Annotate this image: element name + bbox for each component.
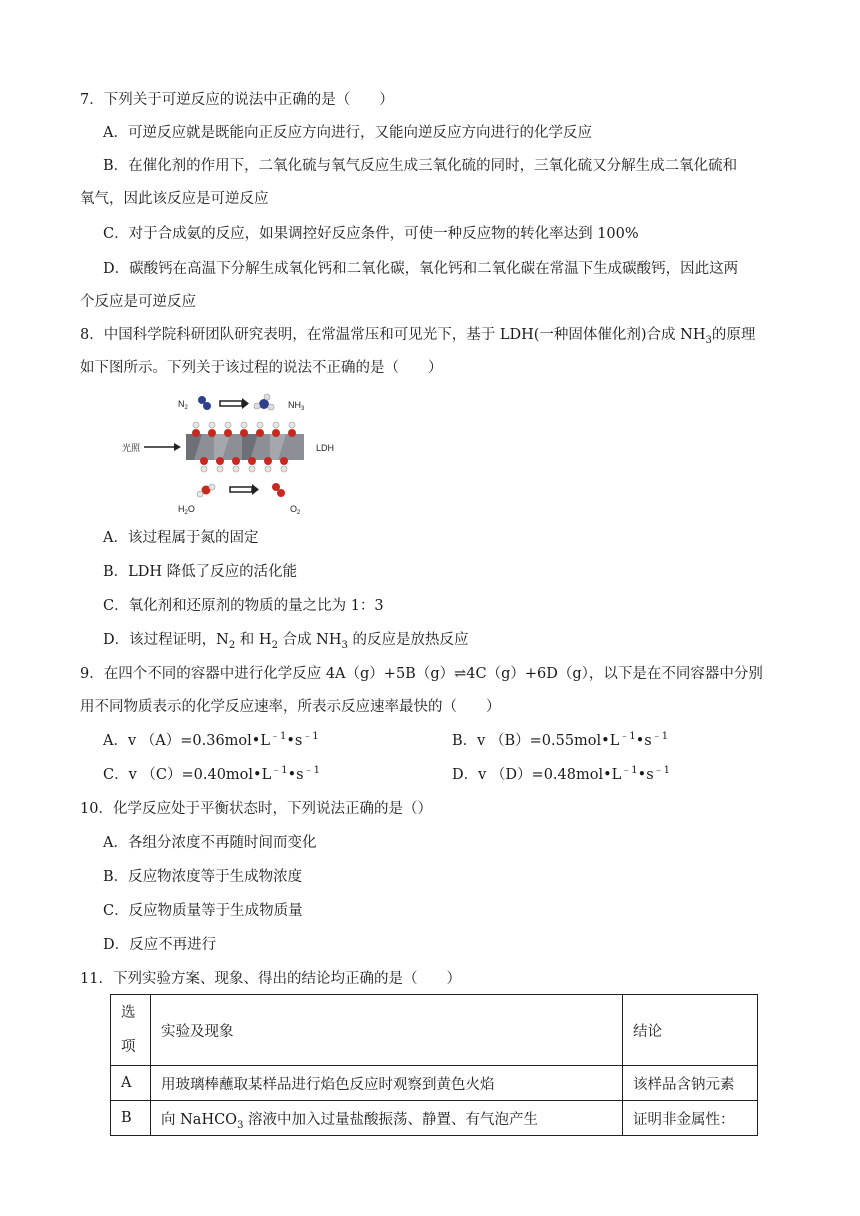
q7-option-d-line2: 个反应是可逆反应 xyxy=(80,294,196,310)
q8-stem-line1: 8．中国科学院科研团队研究表明，在常温常压和可见光下，基于 LDH(一种固体催化剂)合成 $NH_3$的原理 xyxy=(80,327,756,346)
q9-stem-line2: 用不同物质表示的化学反应速率，所表示反应速率最快的（ ） xyxy=(80,699,501,715)
light-arrow-icon xyxy=(144,443,181,451)
q7-option-b-line2: 氧气，因此该反应是可逆反应 xyxy=(80,191,269,207)
row-b-experiment: 向 NaHCO$_3$ 溶液中加入过量盐酸振荡、静置、有气泡产生 xyxy=(151,1101,623,1136)
q8-option-a: A．该过程属于氮的固定 xyxy=(103,530,259,546)
o2-molecule-icon xyxy=(272,483,285,497)
q8-option-d: D．该过程证明，$N_2$ 和 $H_2$ 合成 $NH_3$ 的反应是放热反应 xyxy=(103,632,469,651)
q10-option-a: A．各组分浓度不再随时间而变化 xyxy=(103,835,317,851)
q11-experiment-table xyxy=(110,994,758,1136)
q10-option-c: C．反应物质量等于生成物质量 xyxy=(103,903,303,919)
row-a-option: A xyxy=(111,1066,151,1101)
table-header-row xyxy=(111,995,758,1066)
q10-option-b: B．反应物浓度等于生成物浓度 xyxy=(103,869,303,885)
q8-option-b: B．LDH 降低了反应的活化能 xyxy=(103,564,298,580)
ldh-reaction-figure xyxy=(118,386,350,518)
reaction-arrow-top-icon xyxy=(220,398,249,409)
nh3-molecule-icon xyxy=(254,394,274,410)
n2-molecule-icon xyxy=(198,396,211,410)
q9-option-a: A．v $(A)=0.36mol•L^{﹣1}•s^{﹣1}$ xyxy=(103,731,319,749)
row-b-option: B xyxy=(111,1101,151,1136)
q10-option-d: D．反应不再进行 xyxy=(103,937,217,953)
row-b-conclusion: 证明非金属性： xyxy=(623,1101,758,1136)
q10-stem: 10．化学反应处于平衡状态时，下列说法正确的是（） xyxy=(80,801,432,817)
q9-stem-line1: 9．在四个不同的容器中进行化学反应 4A（g）+5B（g）⇌4C（g）+6D（g），以下是在不同容器中分别 xyxy=(80,666,763,682)
q7-option-c: C．对于合成氨的反应，如果调控好反应条件，可使一种反应物的转化率达到 100% xyxy=(103,226,639,242)
ldh-diagram xyxy=(118,386,350,518)
reaction-arrow-bottom-icon xyxy=(230,484,259,495)
h2o-molecule-icon xyxy=(197,484,215,497)
table-row xyxy=(111,1101,758,1136)
q7-option-d-line1: D．碳酸钙在高温下分解生成氧化钙和二氧化碳，氧化钙和二氧化碳在常温下生成碳酸钙，因此这两 xyxy=(103,261,739,277)
header-option: 选 项 xyxy=(111,995,151,1066)
n2-label: $N_2$ xyxy=(178,399,188,411)
q8-option-c: C．氧化剂和还原剂的物质的量之比为 1：3 xyxy=(103,598,384,614)
table-row xyxy=(111,1066,758,1101)
row-a-conclusion: 该样品含钠元素 xyxy=(623,1066,758,1101)
ldh-layer-icon xyxy=(186,422,304,472)
q9-option-b: B．v $(B)=0.55mol•L^{﹣1}•s^{﹣1}$ xyxy=(452,731,669,749)
q8-stem-line2: 如下图所示。下列关于该过程的说法不正确的是（ ） xyxy=(80,360,443,376)
q11-stem: 11．下列实验方案、现象、得出的结论均正确的是（ ） xyxy=(80,971,461,987)
o2-label: $O_2$ xyxy=(290,504,301,516)
ldh-label: LDH xyxy=(316,443,335,453)
q9-option-c: C．v $(C)=0.40mol•L^{﹣1}•s^{﹣1}$ xyxy=(103,765,320,783)
q7-option-b-line1: B．在催化剂的作用下，二氧化硫与氧气反应生成三氧化硫的同时，三氧化硫又分解生成二氧化硫和 xyxy=(103,158,738,174)
row-a-experiment: 用玻璃棒蘸取某样品进行焰色反应时观察到黄色火焰 xyxy=(151,1066,623,1101)
q9-option-d: D．v $(D)=0.48mol•L^{﹣1}•s^{﹣1}$ xyxy=(452,765,671,783)
q7-option-a: A．可逆反应就是既能向正反应方向进行，又能向逆反应方向进行的化学反应 xyxy=(103,125,592,141)
h2o-label: $H_2O$ xyxy=(178,504,195,516)
nh3-label: $NH_3$ xyxy=(288,400,305,412)
header-conclusion: 结论 xyxy=(623,995,758,1066)
header-experiment: 实验及现象 xyxy=(151,995,623,1066)
q7-stem: 7．下列关于可逆反应的说法中正确的是（ ） xyxy=(80,92,394,108)
light-label: 光照 xyxy=(122,443,141,453)
